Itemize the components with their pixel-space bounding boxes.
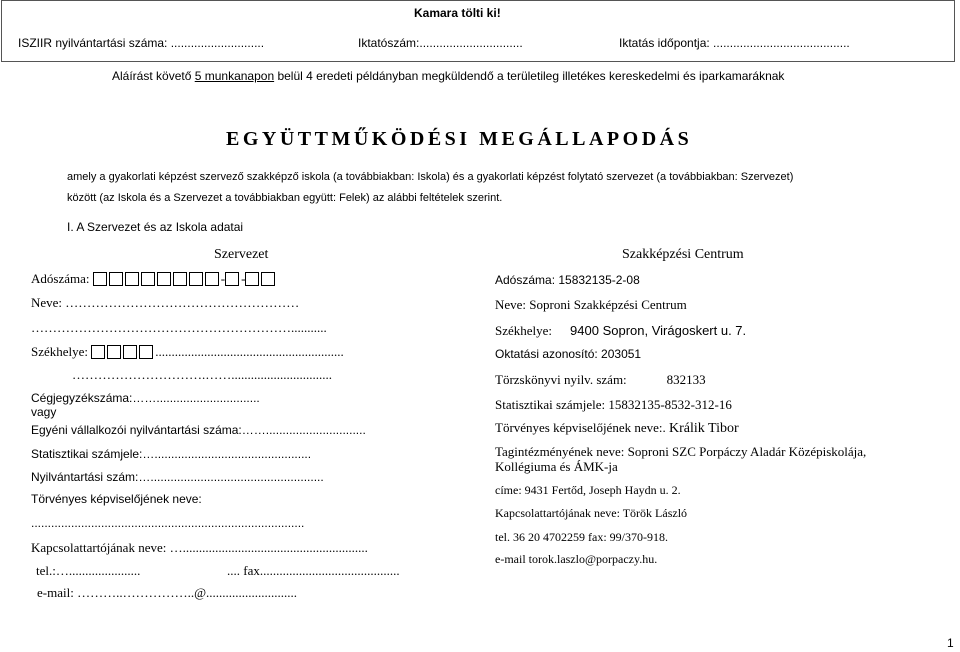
torvenyes-value: Králik Tibor	[669, 421, 739, 436]
page-number: 1	[947, 636, 954, 650]
right-tagintezmeny-2: Kollégiuma és ÁMK-ja	[495, 459, 618, 474]
left-name-dots: ……………………………………………………...........	[31, 320, 327, 335]
right-adoszama: Adószáma: 15832135-2-08	[495, 273, 640, 287]
right-statisztikai: Statisztikai számjele: 15832135-8532-312-16	[495, 397, 732, 412]
left-egyeni: Egyéni vállalkozói nyilvántartási száma:……..............................	[31, 423, 366, 437]
right-tagintezmeny-1: Tagintézményének neve: Soproni SZC Porpáczy Aladár Középiskolája,	[495, 444, 867, 459]
isziir-field: ISZIIR nyilvántartási száma: ............................	[18, 36, 265, 50]
szekhelye-value: 9400 Sopron, Virágoskert u. 7.	[570, 323, 747, 338]
left-vagy: vagy	[31, 405, 57, 419]
instruction-text	[112, 69, 784, 83]
right-szekhelye	[495, 323, 746, 339]
right-oktatasi-azonosito: Oktatási azonosító: 203051	[495, 347, 642, 361]
instruction-part: belül 4 eredeti példányban megküldendő a területileg illetékes kereskedelmi és iparkamaráknak	[274, 69, 785, 83]
left-cegjegyzek: Cégjegyzékszáma:……...............................	[31, 391, 260, 405]
left-torvenyes: Törvényes képviselőjének neve:	[31, 492, 202, 506]
county-code-boxes[interactable]	[245, 272, 277, 286]
left-kapcsolattarto: Kapcsolattartójának neve: ….........................................................	[31, 540, 368, 555]
right-heading: Szakképzési Centrum	[622, 247, 744, 262]
instruction-part: Aláírást követő	[112, 69, 195, 83]
szekhelye-dots: ..........................................................	[155, 344, 344, 359]
intro-line-1: amely a gyakorlati képzést szervező szakképző iskola (a továbbiakban: Iskola) és a gyakorlati képzést folytató szervezet (a továbbiakban: Szervezet)	[67, 171, 794, 183]
left-fax: .... fax...........................................	[227, 563, 400, 578]
chamber-notice: Kamara tölti ki!	[414, 6, 501, 20]
torvenyes-label: Törvényes képviselőjének neve:.	[495, 420, 669, 435]
iktatas-idopont-field: Iktatás időpontja: .........................................	[619, 36, 850, 50]
torzskonyvi-value: 832133	[666, 372, 706, 387]
document-title: EGYÜTTMŰKÖDÉSI MEGÁLLAPODÁS	[226, 128, 693, 150]
left-nyilvantartasi: Nyilvántartási szám:…....................................................	[31, 470, 324, 484]
tax-code-box[interactable]	[225, 272, 241, 286]
szekhelye-label: Székhelye:	[495, 323, 553, 338]
left-statisztikai: Statisztikai számjele:…...............................................	[31, 447, 312, 461]
left-adoszama: Adószáma: - -	[31, 271, 277, 287]
szekhelye-label: Székhelye:	[31, 344, 89, 359]
intro-line-2: között (az Iskola és a Szervezet a továbbiakban együtt: Felek) az alábbi feltételek szerint.	[67, 192, 503, 204]
right-torvenyes	[495, 420, 739, 437]
torzskonyvi-label: Törzskönyvi nyilv. szám:	[495, 372, 627, 387]
right-email: e-mail torok.laszlo@porpaczy.hu.	[495, 552, 658, 566]
adoszama-label: Adószáma:	[31, 271, 90, 286]
right-neve: Neve: Soproni Szakképzési Centrum	[495, 297, 687, 312]
right-kapcsolattarto: Kapcsolattartójának neve: Török László	[495, 506, 688, 520]
instruction-deadline: 5 munkanapon	[194, 69, 275, 83]
right-cime: címe: 9431 Fertőd, Joseph Haydn u. 2.	[495, 483, 681, 497]
left-szekhelye	[31, 344, 344, 360]
tax-number-boxes[interactable]	[93, 272, 221, 286]
left-email: e-mail: ………..……………..@............................	[37, 585, 298, 600]
left-address-dots: ………………………….……...............................	[72, 367, 332, 382]
left-neve: Neve: ………………………………………………	[31, 295, 300, 310]
iktatoszam-field: Iktatószám:...............................	[358, 36, 523, 50]
postal-code-boxes[interactable]	[91, 345, 155, 359]
right-torzskonyvi	[495, 372, 706, 388]
left-torvenyes-dots: ..................................................................................	[31, 516, 305, 530]
left-tel: tel.:…......................	[36, 563, 141, 578]
left-heading: Szervezet	[214, 247, 269, 262]
right-tel-fax: tel. 36 20 4702259 fax: 99/370-918.	[495, 530, 668, 544]
section-title: I. A Szervezet és az Iskola adatai	[67, 220, 244, 234]
